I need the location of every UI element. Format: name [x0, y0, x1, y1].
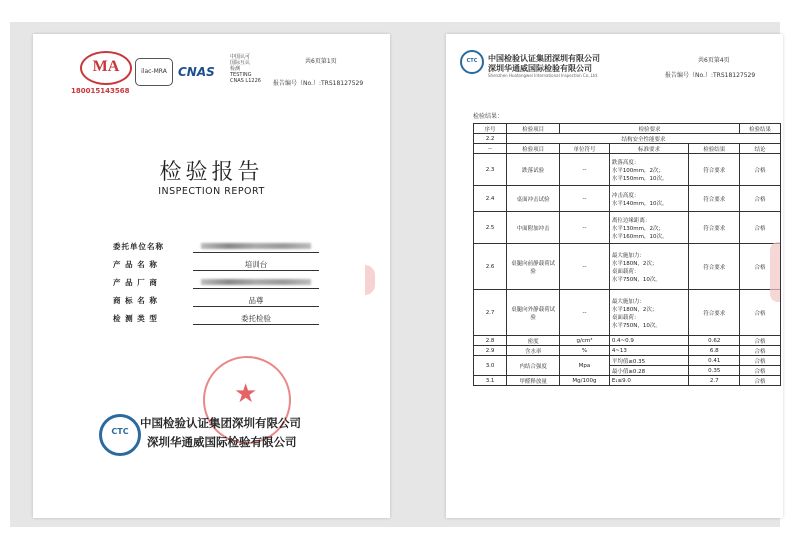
seal-edge-page2 — [770, 242, 780, 302]
ma-logo: MA — [80, 51, 132, 85]
ctc-logo-text: CTC — [111, 427, 129, 436]
page-info: 共6页第1页 — [305, 58, 337, 65]
cell-verdict: 合格 — [740, 290, 781, 336]
cell-req: 平均值≥0.35 — [609, 356, 689, 366]
cell-verdict: 合格 — [740, 336, 781, 346]
header-cell: 检验结果 — [740, 124, 781, 134]
header-cell: 检验项目 — [507, 124, 560, 134]
report-number: 报告编号（No.）:TRS18127529 — [665, 72, 756, 79]
req-line: 水平130mm，2次； — [611, 225, 665, 232]
field-product-name — [113, 259, 323, 273]
field-label: 产 品 名 称 — [113, 260, 158, 269]
req-line: 最大施加力： — [611, 252, 645, 259]
req-line: 离位边缘距离： — [611, 217, 651, 224]
ctc-logo-small — [460, 50, 484, 74]
cell-item: 甲醛释放量 — [507, 376, 560, 386]
cell-no: 3.1 — [474, 376, 507, 386]
field-test-type — [113, 313, 323, 327]
table-row — [474, 244, 781, 290]
cell-unit: % — [560, 346, 610, 356]
cell-item: 桌腿向前静载荷试验 — [507, 244, 560, 290]
cell-req — [609, 212, 689, 244]
req-line: 桌面载荷： — [611, 268, 640, 275]
subheader-cell: 检验项目 — [507, 144, 560, 154]
subheader-cell: 结论 — [740, 144, 781, 154]
cell-req: E₁≤9.0 — [609, 376, 689, 386]
org-name-cn-2: 深圳华通威国际检验有限公司 — [147, 435, 297, 449]
req-line: 冲击高度： — [611, 192, 640, 199]
cell-verdict: 合格 — [740, 376, 781, 386]
req-line: 水平750N，10次。 — [611, 322, 661, 329]
cell-unit: Mg/100g — [560, 376, 610, 386]
cell-unit: g/cm³ — [560, 336, 610, 346]
table-header-row — [474, 124, 781, 134]
ctc-logo — [99, 414, 141, 456]
cnas-line: CNAS L1226 — [230, 78, 261, 84]
field-value: 委托检验 — [193, 313, 319, 325]
cnas-line: 中国认可 — [230, 54, 251, 60]
report-cover-page — [33, 34, 390, 518]
cell-no: 2.5 — [474, 212, 507, 244]
cell-result: 符合要求 — [689, 154, 740, 186]
cell-req: 0.4~0.9 — [609, 336, 689, 346]
org-line-1: 中国检验认证集团深圳有限公司 — [488, 54, 600, 63]
field-value: 培训台 — [193, 259, 319, 271]
req-line: 桌面载荷： — [611, 314, 640, 321]
req-line: 水平180N，2次； — [611, 260, 658, 267]
cnas-line: 国际互认 — [230, 60, 251, 66]
cell-req — [609, 290, 689, 336]
cell-result: 2.7 — [689, 376, 740, 386]
subheader-cell: 检验结果 — [689, 144, 740, 154]
cell-section: 结构安全性能要求 — [507, 134, 781, 144]
header-cell: 序号 — [474, 124, 507, 134]
cnas-line: TESTING — [230, 72, 252, 78]
table-row — [474, 134, 781, 144]
cell-item: 密度 — [507, 336, 560, 346]
field-client — [113, 241, 323, 255]
subheader-cell: 标准要求 — [609, 144, 689, 154]
cell-result: 0.62 — [689, 336, 740, 346]
field-brand — [113, 295, 323, 309]
cell-req — [609, 154, 689, 186]
cell-no: 2.2 — [474, 134, 507, 144]
ilac-mra-logo: ilac-MRA — [135, 58, 173, 86]
org-line-3: Shenzhen Huatongwei International Inspection Co.,Ltd. — [488, 73, 599, 78]
table-row — [474, 290, 781, 336]
cell-no: 2.9 — [474, 346, 507, 356]
cnas-line: 检测 — [230, 66, 241, 72]
field-label: 产 品 厂 商 — [113, 278, 158, 287]
cell-verdict: 合格 — [740, 366, 781, 376]
cell-verdict: 合格 — [740, 244, 781, 290]
field-label: 商 标 名 称 — [113, 296, 158, 305]
req-line: 水平160mm，10次。 — [611, 233, 668, 240]
results-table — [473, 123, 781, 386]
cell-req — [609, 244, 689, 290]
cell-item: 含水率 — [507, 346, 560, 356]
cell-no: 2.7 — [474, 290, 507, 336]
cell-unit: -- — [560, 186, 610, 212]
header-cell: 检验要求 — [560, 124, 740, 134]
cell-result: 符合要求 — [689, 244, 740, 290]
cell-verdict: 合格 — [740, 154, 781, 186]
cell-unit: -- — [560, 154, 610, 186]
ctc-logo-text: CTC — [466, 58, 478, 64]
cell-req: 4~13 — [609, 346, 689, 356]
viewer-background — [10, 22, 780, 527]
cell-no: 2.4 — [474, 186, 507, 212]
table-row — [474, 212, 781, 244]
cell-item: 跌落试验 — [507, 154, 560, 186]
cell-unit: Mpa — [560, 356, 610, 376]
cell-no: 3.0 — [474, 356, 507, 376]
field-label: 委托单位名称 — [113, 242, 164, 251]
table-subheader-row — [474, 144, 781, 154]
cell-verdict: 合格 — [740, 186, 781, 212]
cell-result: 0.35 — [689, 366, 740, 376]
cell-result: 6.8 — [689, 346, 740, 356]
cell-result: 符合要求 — [689, 290, 740, 336]
cnas-accreditation-lines — [230, 54, 261, 84]
field-value: 品尊 — [193, 295, 319, 307]
field-label: 检 测 类 型 — [113, 314, 158, 323]
req-line: 跌落高度： — [611, 159, 640, 166]
table-row — [474, 376, 781, 386]
req-line: 水平150mm，10次。 — [611, 175, 668, 182]
cell-unit: -- — [560, 290, 610, 336]
cell-result: 符合要求 — [689, 212, 740, 244]
table-row — [474, 336, 781, 346]
cell-item: 桌面冲击试验 — [507, 186, 560, 212]
cell-verdict: 合格 — [740, 346, 781, 356]
table-row — [474, 346, 781, 356]
cell-no: 2.8 — [474, 336, 507, 346]
field-manufacturer — [113, 277, 323, 291]
report-title-en: INSPECTION REPORT — [158, 186, 265, 197]
org-line-2: 深圳华通威国际检验有限公司 — [488, 64, 592, 73]
report-title: 检验报告 — [159, 160, 264, 185]
table-row — [474, 356, 781, 366]
table-row — [474, 154, 781, 186]
cell-req — [609, 186, 689, 212]
table-row — [474, 186, 781, 212]
cell-no: 2.6 — [474, 244, 507, 290]
ma-number: 180015143568 — [71, 87, 130, 95]
cell-item: 桌腿向外静载荷试验 — [507, 290, 560, 336]
cell-verdict: 合格 — [740, 212, 781, 244]
cell-result: 0.41 — [689, 356, 740, 366]
subheader-cell: 单位符号 — [560, 144, 610, 154]
field-value-redacted — [193, 277, 319, 289]
seal-star-icon: ★ — [234, 379, 258, 409]
req-line: 水平100mm，2次； — [611, 167, 665, 174]
page-info: 共6页第4页 — [698, 57, 730, 64]
cell-unit: -- — [560, 244, 610, 290]
org-name-cn: 中国检验认证集团深圳有限公司 — [140, 416, 301, 430]
cell-item: 内结合强度 — [507, 356, 560, 376]
report-results-page — [446, 34, 783, 518]
cell-unit: -- — [560, 212, 610, 244]
results-label: 检验结果： — [473, 113, 504, 120]
req-line: 水平180N，2次； — [611, 306, 658, 313]
cell-result: 符合要求 — [689, 186, 740, 212]
subheader-cell: -- — [474, 144, 507, 154]
req-line: 水平140mm，10次。 — [611, 200, 668, 207]
report-number: 报告编号（No.）:TRS18127529 — [273, 80, 364, 87]
cell-no: 2.3 — [474, 154, 507, 186]
field-value-redacted — [193, 241, 319, 253]
req-line: 最大施加力： — [611, 298, 645, 305]
cell-item: 中面附加冲击 — [507, 212, 560, 244]
cell-verdict: 合格 — [740, 356, 781, 366]
cell-req: 最小值≥0.28 — [609, 366, 689, 376]
req-line: 水平750N，10次。 — [611, 276, 661, 283]
cnas-logo: CNAS — [178, 65, 215, 79]
